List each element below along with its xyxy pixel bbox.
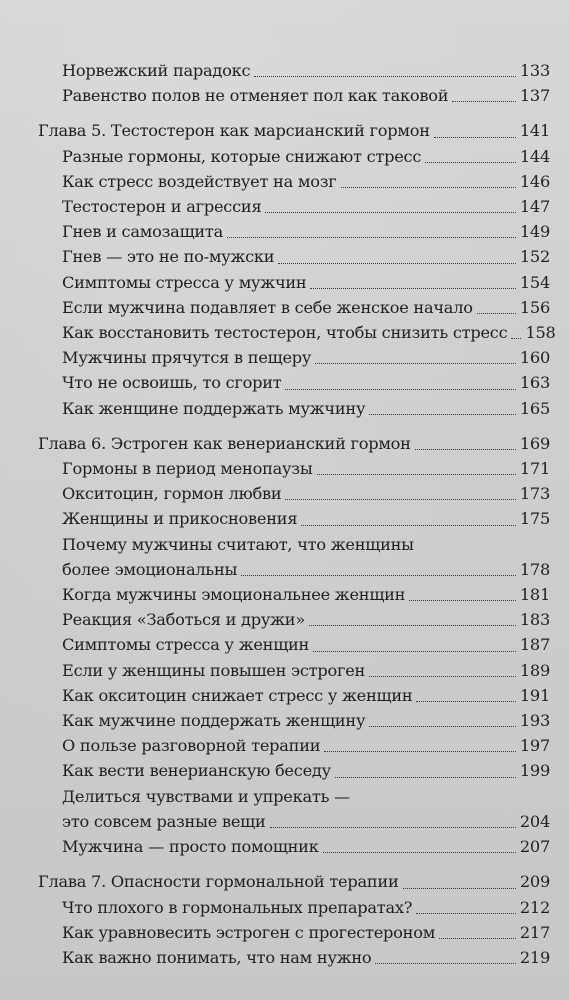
toc-entry-title: более эмоциональны — [62, 559, 238, 579]
dot-leader — [227, 237, 516, 238]
chapter-heading — [38, 869, 550, 894]
toc-entry-page: 171 — [519, 459, 550, 479]
toc-entry-title: Норвежский парадокс — [62, 61, 251, 80]
toc-entry-page: 183 — [519, 610, 550, 630]
toc-entry-page: 147 — [519, 197, 550, 217]
toc-entry-title-line1: Делиться чувствами и упрекать — — [62, 786, 350, 806]
toc-entry — [38, 920, 550, 945]
chapter-title: Глава 5. Тестостерон как марсианский гормон — [38, 121, 430, 141]
chapter-heading — [38, 118, 550, 143]
dot-leader — [254, 76, 516, 77]
dot-leader — [511, 338, 521, 339]
toc-entry — [38, 396, 550, 421]
toc-entry-title: О пользе разговорной терапии — [62, 736, 321, 756]
toc-entry — [38, 144, 550, 169]
toc-entry-title: Реакция «Заботься и дружи» — [62, 610, 305, 630]
toc-entry-page: 193 — [519, 711, 550, 731]
toc-entry — [38, 658, 550, 683]
dot-leader — [301, 525, 516, 526]
toc-entry-title: Гормоны в период менопаузы — [62, 459, 313, 479]
toc-entry-title: Женщины и прикосновения — [62, 509, 298, 529]
toc-entry — [38, 895, 550, 920]
toc-entry-page: 219 — [519, 947, 550, 967]
toc-entry-page: 137 — [519, 86, 550, 106]
toc-entry — [38, 506, 550, 531]
dot-leader — [416, 913, 516, 914]
toc-entry-title: Как окситоцин снижает стресс у женщин — [62, 685, 413, 705]
toc-entry-page: 160 — [519, 348, 550, 368]
dot-leader — [323, 852, 516, 853]
toc-entry — [38, 784, 550, 834]
dot-leader — [416, 701, 515, 702]
toc-chapter-6 — [38, 431, 550, 859]
toc-entry-page: 144 — [519, 146, 550, 166]
chapter-title: Глава 7. Опасности гормональной терапии — [38, 872, 399, 892]
toc-entry — [38, 607, 550, 632]
toc-entry-title: Тестостерон и агрессия — [62, 197, 262, 217]
dot-leader — [278, 263, 516, 264]
dot-leader — [315, 363, 516, 364]
toc-entry-title: Как важно понимать, что нам нужно — [62, 947, 372, 967]
toc-entry-title: Окситоцин, гормон любви — [62, 484, 282, 504]
toc-entry — [38, 758, 550, 783]
dot-leader — [313, 651, 516, 652]
dot-leader — [439, 938, 516, 939]
toc-entry-page: 152 — [519, 247, 550, 267]
toc-entry-page: 165 — [519, 398, 550, 418]
toc-entry-title: Что плохого в гормональных препаратах? — [62, 897, 413, 917]
toc-entry — [38, 295, 550, 320]
dot-leader — [341, 187, 516, 188]
toc-entry-title: Равенство полов не отменяет пол как таковой — [62, 86, 449, 106]
toc-entry-page: 163 — [519, 373, 550, 393]
dot-leader — [369, 726, 516, 727]
toc-entry-title: Как стресс воздействует на мозг — [62, 171, 337, 191]
chapter-page: 141 — [519, 121, 550, 141]
toc-entry-title: Когда мужчины эмоциональнее женщин — [62, 585, 406, 605]
toc-entry-page: 154 — [519, 272, 550, 292]
dot-leader — [375, 963, 515, 964]
toc-entry-page: 212 — [519, 897, 550, 917]
dot-leader — [369, 676, 516, 677]
dot-leader — [265, 212, 515, 213]
toc-entry-page: 199 — [519, 761, 550, 781]
toc-entry-page: 207 — [519, 837, 550, 857]
dot-leader — [310, 288, 515, 289]
toc-entry-page: 178 — [519, 559, 550, 579]
toc-entry — [38, 169, 550, 194]
toc-entry-title-line1: Почему мужчины считают, что женщины — [62, 534, 414, 554]
toc-entry-title: Гнев и самозащита — [62, 222, 224, 242]
toc-entry-title: Гнев — это не по-мужски — [62, 247, 275, 267]
dot-leader — [285, 389, 515, 390]
toc-entry-page: 175 — [519, 509, 550, 529]
toc-entry-title: Симптомы стресса у мужчин — [62, 272, 307, 292]
toc-continuation — [38, 58, 550, 108]
toc-entry — [38, 345, 550, 370]
dot-leader — [409, 600, 516, 601]
dot-leader — [415, 449, 516, 450]
toc-entry — [38, 370, 550, 395]
chapter-title: Глава 6. Эстроген как венерианский гормон — [38, 433, 411, 453]
toc-entry — [38, 945, 550, 970]
toc-entry-title: Как восстановить тестостерон, чтобы снизить стресс — [62, 323, 508, 343]
toc-entry-title: Как женщине поддержать мужчину — [62, 398, 366, 418]
dot-leader — [403, 888, 516, 889]
dot-leader — [335, 777, 516, 778]
toc-entry-title: Разные гормоны, которые снижают стресс — [62, 146, 422, 166]
toc-entry-page: 197 — [519, 736, 550, 756]
toc-entry-page: 189 — [519, 660, 550, 680]
toc-entry — [38, 683, 550, 708]
toc-entry-page: 187 — [519, 635, 550, 655]
chapter-page: 169 — [519, 433, 550, 453]
dot-leader — [309, 625, 516, 626]
toc-entry — [38, 532, 550, 582]
toc-entry-title: Как вести венерианскую беседу — [62, 761, 331, 781]
toc-entry-title: Если у женщины повышен эстроген — [62, 660, 366, 680]
toc-entry-page: 191 — [519, 685, 550, 705]
dot-leader — [434, 137, 516, 138]
toc-entry-page: 181 — [519, 585, 550, 605]
toc-entry-page: 173 — [519, 484, 550, 504]
toc-entry — [38, 481, 550, 506]
toc-entry — [38, 733, 550, 758]
dot-leader — [317, 474, 516, 475]
dot-leader — [270, 827, 516, 828]
toc-entry — [38, 834, 550, 859]
toc-entry — [38, 194, 550, 219]
toc-entry — [38, 58, 550, 83]
toc-entry — [38, 632, 550, 657]
toc-entry-page: 149 — [519, 222, 550, 242]
toc-entry-page: 204 — [519, 811, 550, 831]
dot-leader — [425, 162, 516, 163]
dot-leader — [369, 414, 516, 415]
dot-leader — [477, 313, 516, 314]
chapter-heading — [38, 431, 550, 456]
toc-entry — [38, 219, 550, 244]
toc-entry — [38, 320, 556, 345]
chapter-page: 209 — [519, 872, 550, 892]
toc-entry-title: Как мужчине поддержать женщину — [62, 711, 366, 731]
toc-entry-title: Что не освоишь, то сгорит — [62, 373, 282, 393]
dot-leader — [452, 101, 516, 102]
toc-chapter-7 — [38, 869, 550, 970]
dot-leader — [285, 499, 515, 500]
toc-entry — [38, 244, 550, 269]
toc-entry-title: Симптомы стресса у женщин — [62, 635, 310, 655]
toc-entry-title: это совсем разные вещи — [62, 811, 266, 831]
toc-entry — [38, 708, 550, 733]
toc-entry-page: 133 — [519, 61, 550, 80]
toc-entry — [38, 270, 550, 295]
toc-entry-title: Мужчины прячутся в пещеру — [62, 348, 312, 368]
toc-entry-page: 156 — [519, 297, 550, 317]
toc-entry-title: Как уравновесить эстроген с прогестероном — [62, 922, 436, 942]
dot-leader — [324, 751, 516, 752]
toc-entry-title: Если мужчина подавляет в себе женское начало — [62, 297, 473, 317]
toc-chapter-5 — [38, 118, 556, 420]
toc-entry — [38, 83, 550, 108]
toc-entry — [38, 456, 550, 481]
toc-entry — [38, 582, 550, 607]
table-of-contents — [38, 58, 556, 978]
toc-entry-page: 146 — [519, 171, 550, 191]
toc-entry-page: 217 — [519, 922, 550, 942]
dot-leader — [241, 575, 516, 576]
toc-entry-page: 158 — [525, 323, 556, 343]
toc-entry-title: Мужчина — просто помощник — [62, 837, 319, 857]
